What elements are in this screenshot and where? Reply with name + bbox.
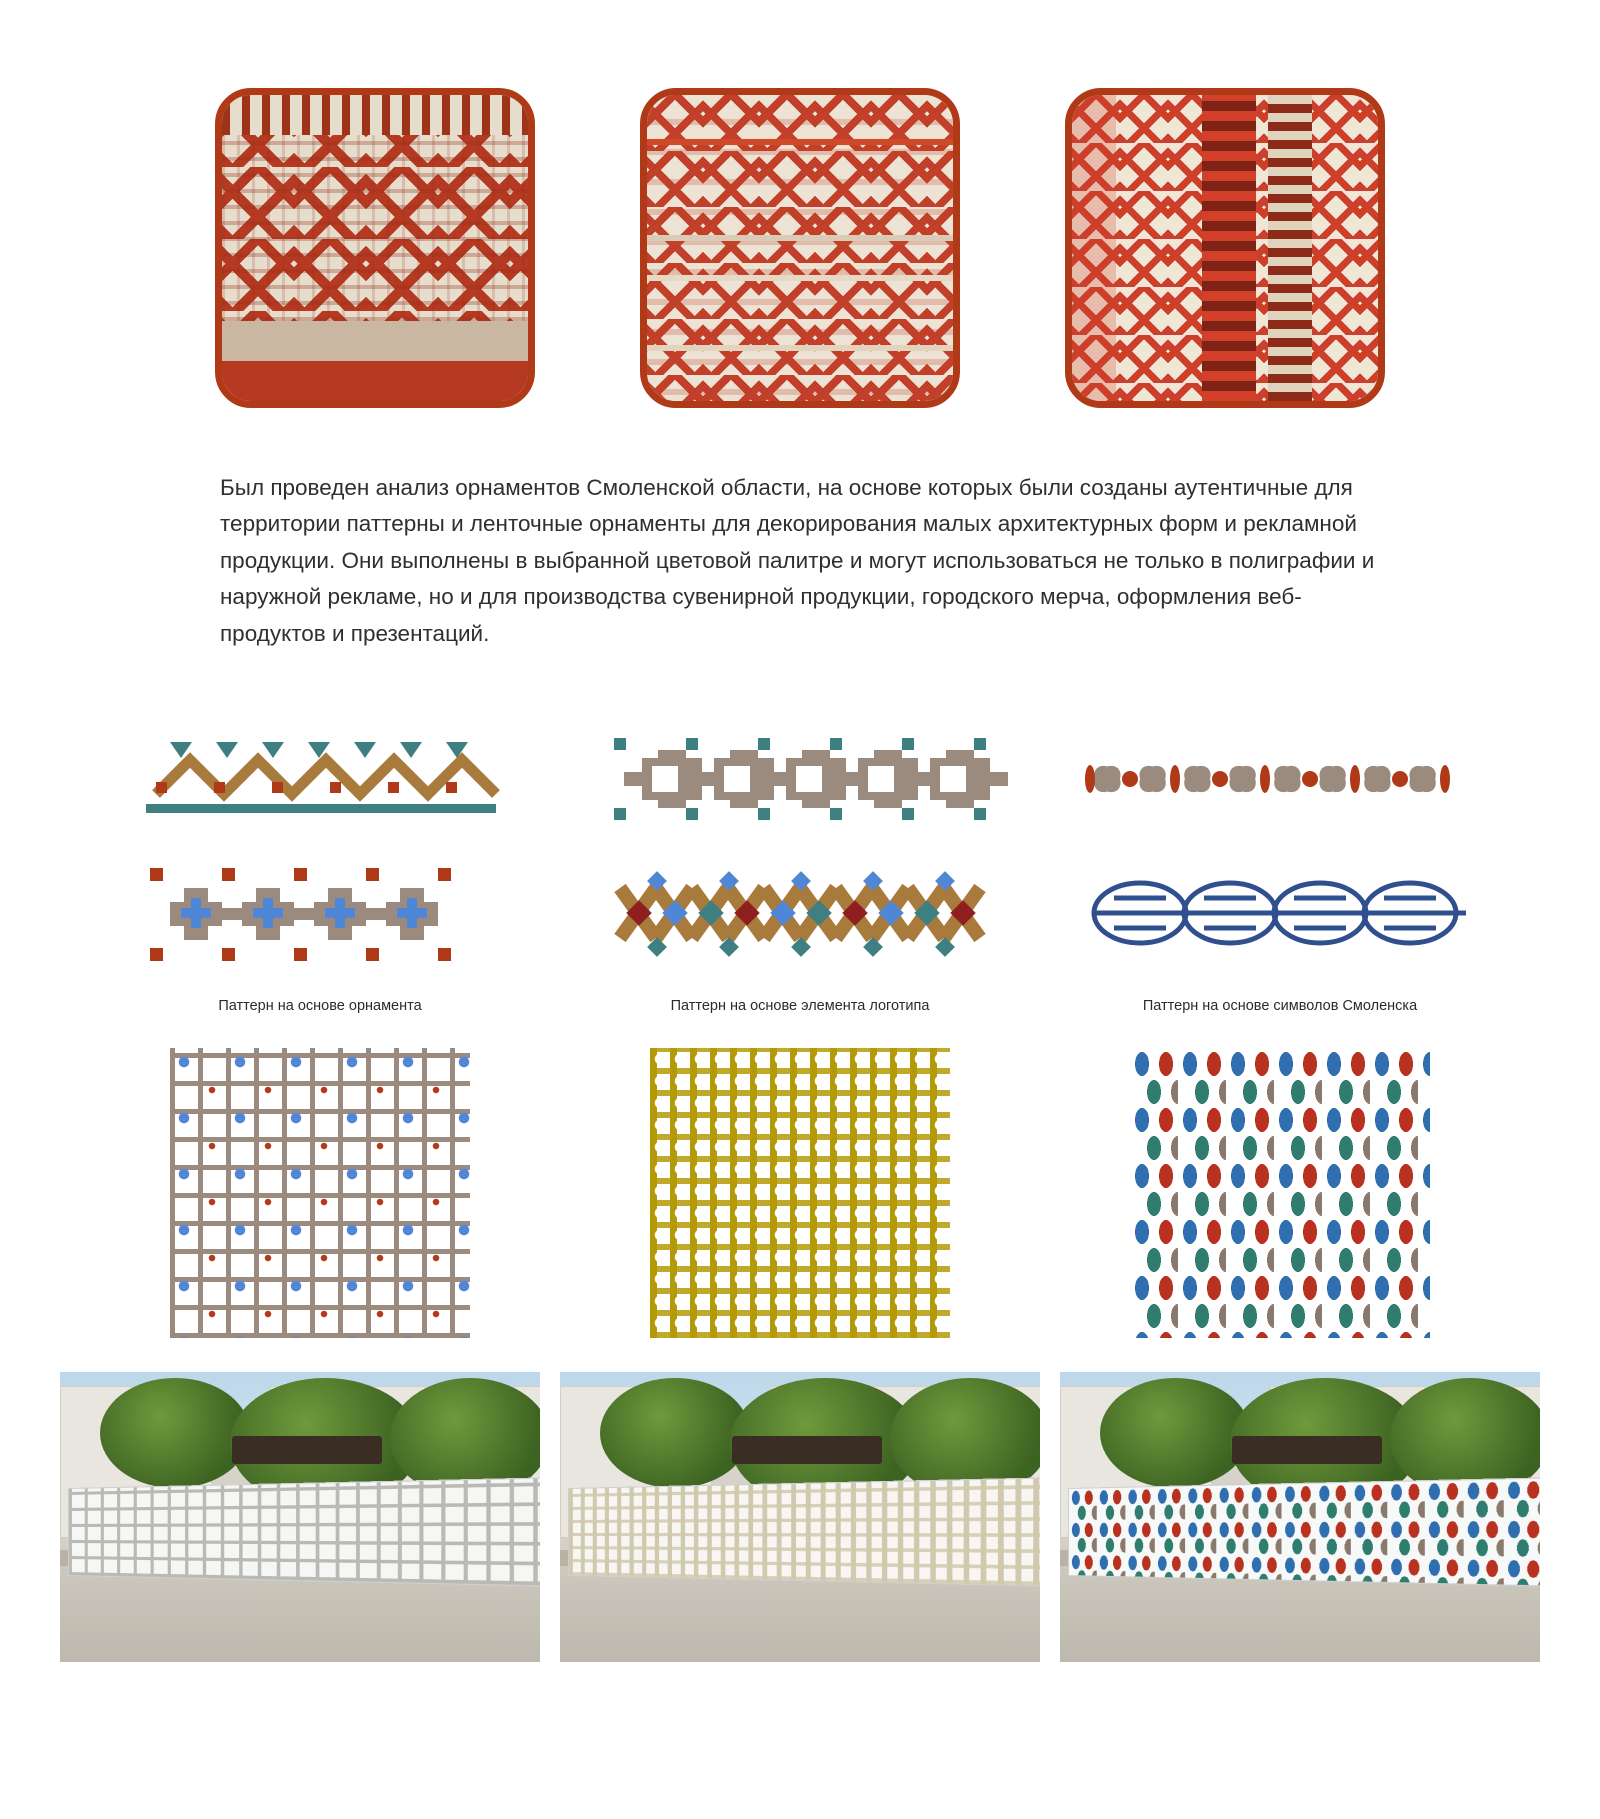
photo-ornament-rushnik-2 (640, 88, 960, 408)
floral-ribbon (1070, 724, 1490, 834)
caption-logo-pattern: Паттерн на основе элемента логотипа (670, 998, 930, 1015)
fence-panel-chain (568, 1475, 1040, 1589)
caption-symbols-pattern: Паттерн на основе символов Смоленска (1142, 998, 1418, 1015)
chain-logo-pattern (650, 1048, 950, 1338)
zigzag-ribbon-icon (110, 724, 530, 834)
zigzag-ribbon (110, 724, 530, 834)
photo-ornament-rushnik-3-image (1072, 95, 1378, 401)
symbols-icons-pattern (1130, 1048, 1430, 1338)
photo-ornament-rushnik-1-image (222, 95, 528, 401)
photo-ornament-rushnik-2-image (647, 95, 953, 401)
tree-left (100, 1378, 250, 1488)
mockup-photo-row (0, 1372, 1600, 1662)
photo-ornament-rushnik-1 (215, 88, 535, 408)
caption-ornament-pattern: Паттерн на основе орнамента (218, 998, 422, 1015)
cafe-awning (1232, 1436, 1382, 1464)
fence-panel-cross (68, 1475, 540, 1589)
intro-paragraph: Был проведен анализ орнаментов Смоленской области, на основе которых были созданы аутентичные для территории паттерны и ленточные орнаменты для декорирования малых архитектурных форм и рекламной продукции. Они выполнены в выбранной цветовой палитре и могут использоваться не только в полиграфии и наружной рекламе, но и для производства сувенирной продукции, городского мерча, оформления веб-продуктов и презентаций. (220, 475, 1375, 646)
cafe-awning (732, 1436, 882, 1464)
tree-left (600, 1378, 750, 1488)
street-fence-symbols-pattern (1060, 1372, 1540, 1662)
pattern-square-wrap-1 (110, 1048, 530, 1338)
cross-grid-pattern (170, 1048, 470, 1338)
pattern-square-wrap-2 (590, 1048, 1010, 1338)
cross-ribbon (110, 858, 530, 968)
rounded-cross-ribbon (590, 724, 1010, 834)
floral-ribbon-icon (1070, 724, 1490, 834)
ornament-photo-row (0, 0, 1600, 408)
loop-chain-ribbon (1070, 858, 1490, 968)
ribbon-column-symbols (1070, 724, 1490, 1014)
pattern-square-wrap-3 (1070, 1048, 1490, 1338)
street-fence-cross-pattern (60, 1372, 540, 1662)
loop-chain-ribbon-icon (1070, 858, 1490, 968)
pattern-squares-row (0, 1048, 1600, 1338)
street-fence-chain-pattern (560, 1372, 1040, 1662)
cafe-awning (232, 1436, 382, 1464)
tree-left (1100, 1378, 1250, 1488)
rounded-cross-ribbon-icon (590, 724, 1010, 834)
ribbon-strips-row (0, 724, 1600, 1014)
fence-panel-symbols (1068, 1475, 1540, 1589)
photo-ornament-rushnik-3 (1065, 88, 1385, 408)
ribbon-column-ornament (110, 724, 530, 1014)
diagonal-cross-ribbon (590, 858, 1010, 968)
cross-ribbon-icon (110, 858, 530, 968)
diagonal-cross-ribbon-icon (590, 858, 1010, 968)
ribbon-column-logo (590, 724, 1010, 1014)
